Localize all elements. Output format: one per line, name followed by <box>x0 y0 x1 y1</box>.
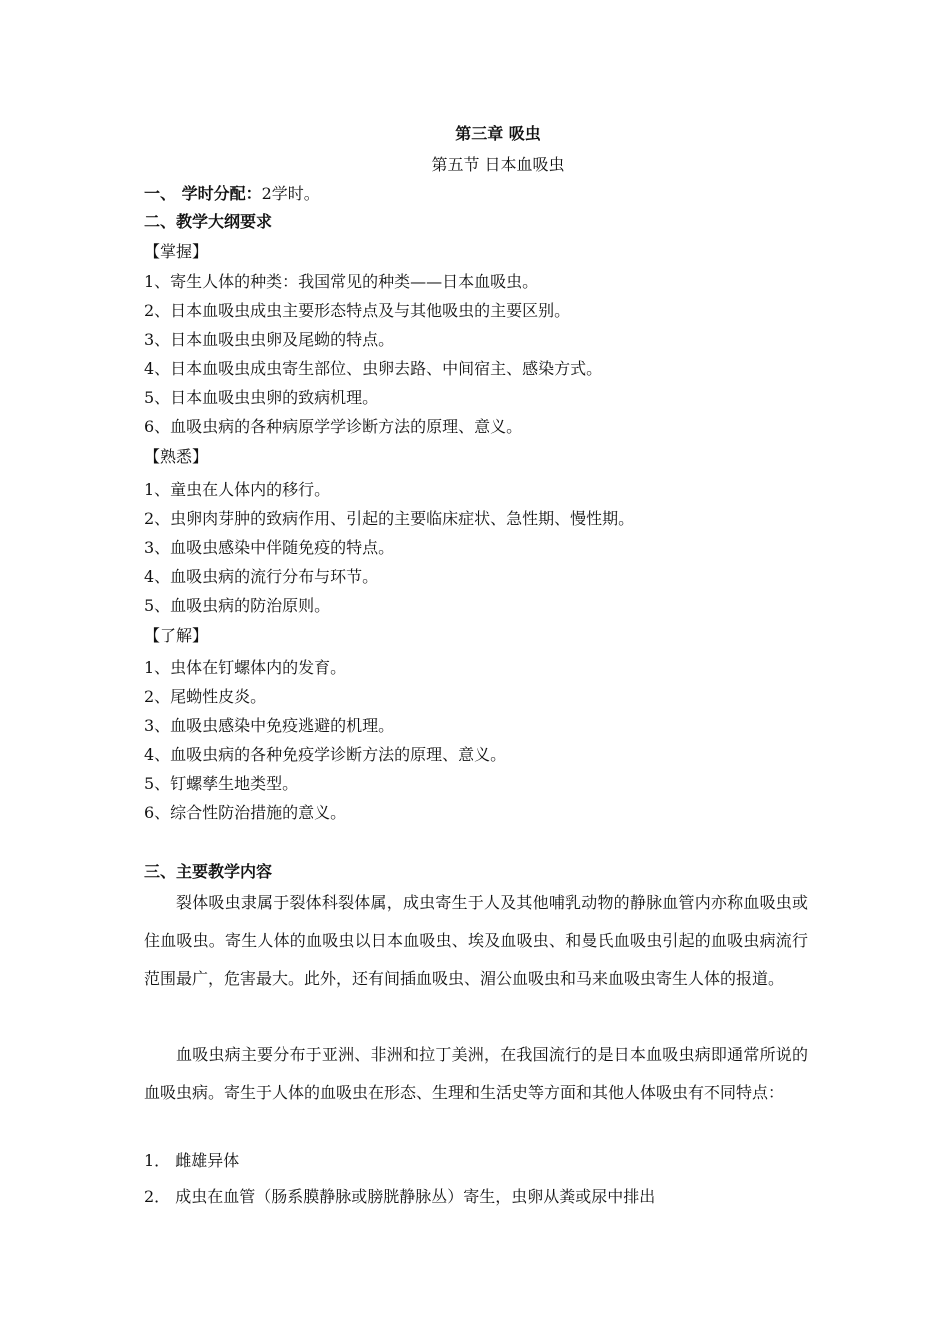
list-item: 6、血吸虫病的各种病原学学诊断方法的原理、意义。 <box>144 417 523 436</box>
familiar-label: 【熟悉】 <box>144 447 209 466</box>
list-item: 1、童虫在人体内的移行。 <box>144 480 331 499</box>
chapter-title: 第三章 吸虫 <box>455 124 541 143</box>
hours-line <box>144 184 320 204</box>
list-item: 6、综合性防治措施的意义。 <box>144 803 347 822</box>
list-item: 2、日本血吸虫成虫主要形态特点及与其他吸虫的主要区别。 <box>144 301 571 320</box>
list-item: 5、日本血吸虫虫卵的致病机理。 <box>144 388 379 407</box>
list-item: 1、虫体在钉螺体内的发育。 <box>144 658 347 677</box>
list-item: 4、日本血吸虫成虫寄生部位、虫卵去路、中间宿主、感染方式。 <box>144 359 603 378</box>
intro-paragraph-1 <box>144 884 808 998</box>
feature-item: 2． 成虫在血管（肠系膜静脉或膀胱静脉丛）寄生，虫卵从粪或尿中排出 <box>144 1187 656 1206</box>
list-item: 1、寄生人体的种类：我国常见的种类——日本血吸虫。 <box>144 272 539 291</box>
understand-label: 【了解】 <box>144 626 209 645</box>
list-item: 3、血吸虫感染中免疫逃避的机理。 <box>144 716 395 735</box>
master-label: 【掌握】 <box>144 242 209 261</box>
list-item: 5、血吸虫病的防治原则。 <box>144 596 331 615</box>
list-item: 4、血吸虫病的各种免疫学诊断方法的原理、意义。 <box>144 745 507 764</box>
list-item: 5、钉螺孳生地类型。 <box>144 774 299 793</box>
list-item: 2、尾蚴性皮炎。 <box>144 687 267 706</box>
paragraph-text: 裂体吸虫隶属于裂体科裂体属，成虫寄生于人及其他哺乳动物的静脉血管内亦称血吸虫或住血吸虫。寄生人体的血吸虫以日本血吸虫、埃及血吸虫、和曼氏血吸虫引起的血吸虫病流行范围最广，危害最大。此外，还有间插血吸虫、湄公血吸虫和马来血吸虫寄生人体的报道。 <box>144 893 808 988</box>
list-item: 3、血吸虫感染中伴随免疫的特点。 <box>144 538 395 557</box>
list-item: 4、血吸虫病的流行分布与环节。 <box>144 567 379 586</box>
intro-paragraph-2 <box>144 1036 808 1112</box>
content-heading: 三、主要教学内容 <box>144 862 273 881</box>
hours-label: 一、 学时分配： <box>144 184 262 203</box>
hours-value: 2学时。 <box>261 184 320 203</box>
list-item: 2、虫卵肉芽肿的致病作用、引起的主要临床症状、急性期、慢性期。 <box>144 509 635 528</box>
feature-item: 1． 雌雄异体 <box>144 1151 240 1170</box>
list-item: 3、日本血吸虫虫卵及尾蚴的特点。 <box>144 330 395 349</box>
syllabus-heading: 二、教学大纲要求 <box>144 212 273 231</box>
section-title: 第五节 日本血吸虫 <box>431 155 565 174</box>
paragraph-text: 血吸虫病主要分布于亚洲、非洲和拉丁美洲，在我国流行的是日本血吸虫病即通常所说的血吸虫病。寄生于人体的血吸虫在形态、生理和生活史等方面和其他人体吸虫有不同特点： <box>144 1045 808 1102</box>
